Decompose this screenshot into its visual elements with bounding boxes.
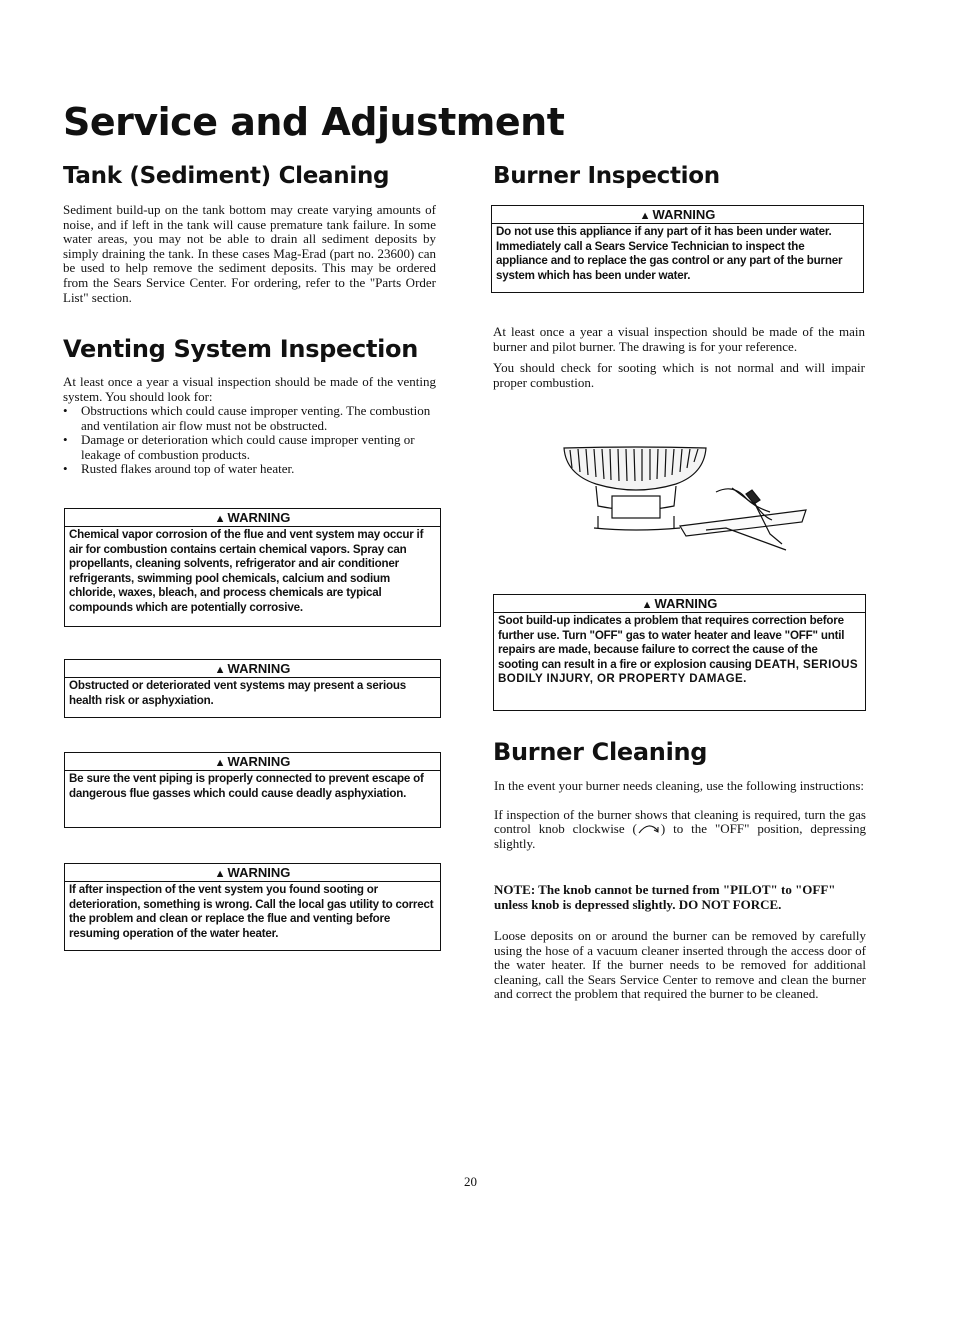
warning-box-vent-piping: [64, 752, 441, 828]
page-number: 20: [464, 1174, 477, 1189]
warning-box-chemical-corrosion: [64, 508, 441, 627]
warning-box-obstructed-vent: [64, 659, 441, 718]
warning-title: ▲ WARNING: [65, 509, 440, 527]
warning-box-under-water: [491, 205, 864, 293]
list-item: • Rusted flakes around top of water heater.: [63, 461, 295, 477]
list-item: • Damage or deterioration which could cause improper venting or leakage of combustion products.: [63, 432, 415, 462]
warning-text: Soot build-up indicates a problem that requires correction before further use. Turn "OFF" gas to water heater and leave "OFF" until repairs are made, because failure to correct the cause of the sooting can result in a fire or explosion causing DEATH, SERIOUS BODILY INJURY, OR PROPERTY DAMAGE.: [498, 614, 859, 686]
venting-heading: Venting System Inspection: [63, 335, 419, 363]
warning-title: ▲ WARNING: [494, 595, 865, 613]
warning-box-soot-buildup: [493, 594, 866, 711]
page-title: Service and Adjustment: [63, 100, 565, 144]
warning-title: ▲ WARNING: [492, 206, 863, 224]
warning-triangle-icon: ▲: [639, 210, 651, 222]
warning-title: ▲ WARNING: [65, 864, 440, 882]
list-item: • Obstructions which could cause improper venting. The combustion and ventilation air flow must not be obstructed.: [63, 403, 431, 433]
warning-text: Obstructed or deteriorated vent systems may present a serious health risk or asphyxiation.: [69, 679, 407, 707]
warning-title: ▲ WARNING: [65, 660, 440, 678]
burner-cleaning-text: In the event your burner needs cleaning, use the following instructions: If inspection of the burner shows that cleaning is required, turn the gas control knob clockwise ( ) to the "OFF" position, depressing slightly.: [494, 778, 866, 851]
warning-triangle-icon: ▲: [214, 513, 226, 525]
warning-triangle-icon: ▲: [214, 868, 226, 880]
warning-box-sooting-deterioration: [64, 863, 441, 951]
burner-diagram: [556, 444, 814, 552]
burner-cleaning-heading: Burner Cleaning: [493, 738, 708, 766]
warning-text: If after inspection of the vent system you found sooting or deterioration, something is wrong. Call the local gas utility to correct the problem and clean or replace the flue and venting before resuming operation of the water heater.: [69, 883, 434, 940]
knob-note: NOTE: The knob cannot be turned from "PILOT" to "OFF" unless knob is depressed slightly. DO NOT FORCE.: [494, 882, 836, 912]
warning-title: ▲ WARNING: [65, 753, 440, 771]
warning-text: Do not use this appliance if any part of it has been under water. Immediately call a Sears Service Technician to inspect the appliance and to replace the gas control or any part of the burner system which has been under water.: [496, 225, 843, 282]
tank-cleaning-text: Sediment build-up on the tank bottom may create varying amounts of noise, and if left in the tank will cause premature tank failure. In some water areas, you may not be able to drain all sediment deposits by simply draining the tank. In these cases Mag-Erad (part no. 23600) can be used to help remove the sediment deposits. This may be ordered from the Sears Service Center. For ordering, refer to the "Parts Order List" section.: [63, 202, 436, 305]
warning-triangle-icon: ▲: [214, 664, 226, 676]
warning-triangle-icon: ▲: [214, 757, 226, 769]
warning-text: Chemical vapor corrosion of the flue and vent system may occur if air for combustion contains certain chemical vapors. Spray can propellants, cleaning solvents, refrigerator and air conditioner refrigerants, swimming pool chemicals, calcium and sodium chloride, waxes, bleach, and process chemicals are typical compounds which are potentially corrosive.: [69, 528, 424, 614]
warning-emphasis: DEATH, SERIOUS BODILY INJURY, OR PROPERTY DAMAGE.: [498, 657, 859, 686]
venting-intro: At least once a year a visual inspection should be made of the venting system. You should look for:: [63, 374, 436, 404]
burner-inspection-text: At least once a year a visual inspection should be made of the main burner and pilot burner. The drawing is for your reference. You should check for sooting which is not normal and will impair proper combustion.: [493, 324, 865, 390]
warning-text: Be sure the vent piping is properly connected to prevent escape of dangerous flue gasses which could cause deadly asphyxiation.: [69, 772, 424, 800]
burner-inspection-heading: Burner Inspection: [493, 163, 720, 189]
tank-cleaning-heading: Tank (Sediment) Cleaning: [63, 163, 390, 189]
clockwise-arrow-icon: [637, 822, 661, 834]
venting-checklist: [63, 404, 436, 477]
burner-removal-text: Loose deposits on or around the burner can be removed by carefully using the hose of a vacuum cleaner inserted through the access door of the water heater. If the burner needs to be removed for additional cleaning, call the Sears Service Center to remove and clean the burner and correct the problem that required the burner to be cleaned.: [494, 928, 866, 1002]
warning-triangle-icon: ▲: [641, 599, 653, 611]
